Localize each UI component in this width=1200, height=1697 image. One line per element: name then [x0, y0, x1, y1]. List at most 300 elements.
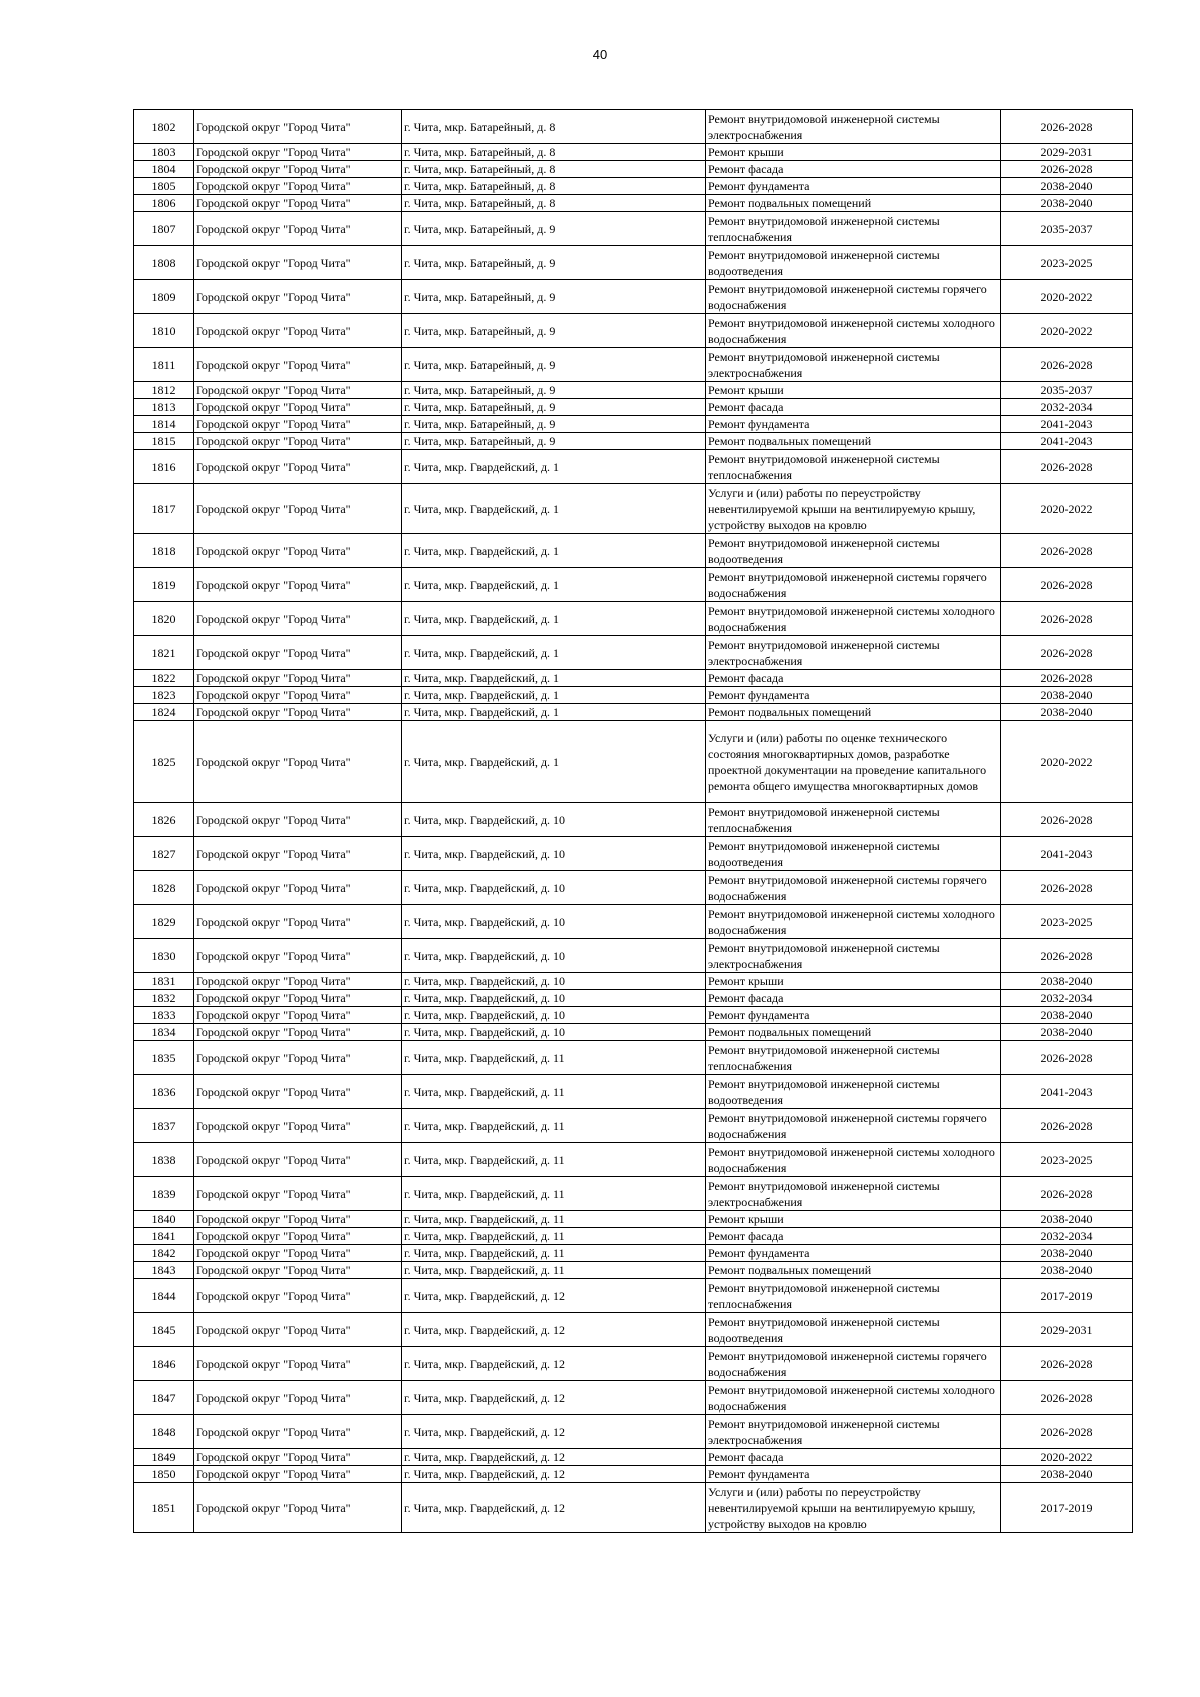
cell-period: 2038-2040 — [1001, 1007, 1133, 1024]
cell-address: г. Чита, мкр. Гвардейский, д. 12 — [402, 1313, 706, 1347]
cell-address: г. Чита, мкр. Батарейный, д. 8 — [402, 161, 706, 178]
cell-number: 1823 — [134, 687, 194, 704]
cell-municipality: Городской округ "Город Чита" — [194, 280, 402, 314]
cell-address: г. Чита, мкр. Батарейный, д. 9 — [402, 212, 706, 246]
cell-work-type: Ремонт внутридомовой инженерной системы горячего водоснабжения — [706, 280, 1001, 314]
cell-work-type: Ремонт внутридомовой инженерной системы электроснабжения — [706, 348, 1001, 382]
table-row — [134, 1415, 1133, 1449]
cell-number: 1829 — [134, 905, 194, 939]
cell-period: 2038-2040 — [1001, 1211, 1133, 1228]
cell-municipality: Городской округ "Город Чита" — [194, 1041, 402, 1075]
cell-period: 2029-2031 — [1001, 1313, 1133, 1347]
table-row — [134, 803, 1133, 837]
cell-number: 1837 — [134, 1109, 194, 1143]
table-row — [134, 399, 1133, 416]
cell-municipality: Городской округ "Город Чита" — [194, 973, 402, 990]
cell-municipality: Городской округ "Город Чита" — [194, 178, 402, 195]
table-row — [134, 837, 1133, 871]
table-row — [134, 110, 1133, 144]
table-row — [134, 990, 1133, 1007]
cell-number: 1814 — [134, 416, 194, 433]
cell-address: г. Чита, мкр. Батарейный, д. 8 — [402, 144, 706, 161]
cell-work-type: Ремонт фундамента — [706, 1245, 1001, 1262]
table-row — [134, 721, 1133, 803]
cell-address: г. Чита, мкр. Гвардейский, д. 11 — [402, 1228, 706, 1245]
cell-number: 1849 — [134, 1449, 194, 1466]
cell-address: г. Чита, мкр. Батарейный, д. 9 — [402, 246, 706, 280]
cell-period: 2035-2037 — [1001, 382, 1133, 399]
table-row — [134, 416, 1133, 433]
table-row — [134, 161, 1133, 178]
capital-repair-table — [133, 109, 1133, 1533]
cell-municipality: Городской округ "Город Чита" — [194, 1109, 402, 1143]
cell-work-type: Ремонт фасада — [706, 1228, 1001, 1245]
cell-number: 1847 — [134, 1381, 194, 1415]
table-row — [134, 195, 1133, 212]
cell-number: 1841 — [134, 1228, 194, 1245]
cell-address: г. Чита, мкр. Батарейный, д. 9 — [402, 433, 706, 450]
cell-period: 2026-2028 — [1001, 939, 1133, 973]
table-row — [134, 1466, 1133, 1483]
cell-period: 2029-2031 — [1001, 144, 1133, 161]
cell-period: 2020-2022 — [1001, 721, 1133, 803]
cell-period: 2038-2040 — [1001, 1024, 1133, 1041]
cell-address: г. Чита, мкр. Батарейный, д. 9 — [402, 348, 706, 382]
cell-number: 1834 — [134, 1024, 194, 1041]
table-row — [134, 1279, 1133, 1313]
table-row — [134, 450, 1133, 484]
cell-address: г. Чита, мкр. Гвардейский, д. 12 — [402, 1483, 706, 1533]
cell-municipality: Городской округ "Город Чита" — [194, 144, 402, 161]
cell-number: 1850 — [134, 1466, 194, 1483]
cell-number: 1827 — [134, 837, 194, 871]
cell-work-type: Ремонт подвальных помещений — [706, 704, 1001, 721]
cell-address: г. Чита, мкр. Гвардейский, д. 12 — [402, 1449, 706, 1466]
table-row — [134, 1041, 1133, 1075]
cell-address: г. Чита, мкр. Гвардейский, д. 1 — [402, 602, 706, 636]
cell-number: 1839 — [134, 1177, 194, 1211]
cell-address: г. Чита, мкр. Батарейный, д. 9 — [402, 399, 706, 416]
cell-period: 2026-2028 — [1001, 1177, 1133, 1211]
cell-number: 1844 — [134, 1279, 194, 1313]
cell-municipality: Городской округ "Город Чита" — [194, 1415, 402, 1449]
cell-work-type: Ремонт крыши — [706, 973, 1001, 990]
cell-address: г. Чита, мкр. Гвардейский, д. 10 — [402, 939, 706, 973]
cell-work-type: Ремонт внутридомовой инженерной системы холодного водоснабжения — [706, 905, 1001, 939]
cell-municipality: Городской округ "Город Чита" — [194, 1177, 402, 1211]
cell-period: 2032-2034 — [1001, 399, 1133, 416]
cell-address: г. Чита, мкр. Гвардейский, д. 12 — [402, 1347, 706, 1381]
cell-period: 2017-2019 — [1001, 1483, 1133, 1533]
table-row — [134, 939, 1133, 973]
cell-period: 2026-2028 — [1001, 534, 1133, 568]
cell-work-type: Ремонт крыши — [706, 1211, 1001, 1228]
cell-work-type: Ремонт внутридомовой инженерной системы холодного водоснабжения — [706, 1143, 1001, 1177]
cell-address: г. Чита, мкр. Гвардейский, д. 11 — [402, 1075, 706, 1109]
cell-address: г. Чита, мкр. Гвардейский, д. 10 — [402, 871, 706, 905]
table-row — [134, 534, 1133, 568]
cell-address: г. Чита, мкр. Гвардейский, д. 10 — [402, 1007, 706, 1024]
cell-number: 1819 — [134, 568, 194, 602]
cell-work-type: Ремонт фундамента — [706, 687, 1001, 704]
cell-municipality: Городской округ "Город Чита" — [194, 450, 402, 484]
cell-municipality: Городской округ "Город Чита" — [194, 1007, 402, 1024]
cell-number: 1833 — [134, 1007, 194, 1024]
cell-number: 1805 — [134, 178, 194, 195]
table-row — [134, 280, 1133, 314]
cell-period: 2023-2025 — [1001, 905, 1133, 939]
cell-municipality: Городской округ "Город Чита" — [194, 314, 402, 348]
table-row — [134, 1228, 1133, 1245]
cell-address: г. Чита, мкр. Гвардейский, д. 10 — [402, 905, 706, 939]
cell-number: 1832 — [134, 990, 194, 1007]
table-row — [134, 382, 1133, 399]
cell-work-type: Ремонт внутридомовой инженерной системы водоотведения — [706, 1313, 1001, 1347]
cell-address: г. Чита, мкр. Гвардейский, д. 1 — [402, 670, 706, 687]
cell-municipality: Городской округ "Город Чита" — [194, 905, 402, 939]
cell-number: 1803 — [134, 144, 194, 161]
cell-address: г. Чита, мкр. Гвардейский, д. 12 — [402, 1466, 706, 1483]
cell-work-type: Услуги и (или) работы по оценке технического состояния многоквартирных домов, разработке проектной документации на проведение капитального ремонта общего имущества многоквартирных домов — [706, 721, 1001, 803]
cell-municipality: Городской округ "Город Чита" — [194, 1466, 402, 1483]
cell-period: 2026-2028 — [1001, 636, 1133, 670]
cell-work-type: Ремонт внутридомовой инженерной системы теплоснабжения — [706, 1041, 1001, 1075]
cell-address: г. Чита, мкр. Гвардейский, д. 11 — [402, 1211, 706, 1228]
cell-number: 1806 — [134, 195, 194, 212]
cell-municipality: Городской округ "Город Чита" — [194, 1483, 402, 1533]
cell-address: г. Чита, мкр. Батарейный, д. 9 — [402, 382, 706, 399]
cell-address: г. Чита, мкр. Батарейный, д. 9 — [402, 314, 706, 348]
cell-period: 2032-2034 — [1001, 1228, 1133, 1245]
cell-period: 2041-2043 — [1001, 433, 1133, 450]
cell-municipality: Городской округ "Город Чита" — [194, 670, 402, 687]
table-row — [134, 1211, 1133, 1228]
cell-address: г. Чита, мкр. Гвардейский, д. 12 — [402, 1279, 706, 1313]
cell-work-type: Ремонт внутридомовой инженерной системы горячего водоснабжения — [706, 568, 1001, 602]
cell-period: 2020-2022 — [1001, 280, 1133, 314]
cell-municipality: Городской округ "Город Чита" — [194, 212, 402, 246]
cell-municipality: Городской округ "Город Чита" — [194, 636, 402, 670]
cell-number: 1821 — [134, 636, 194, 670]
cell-number: 1830 — [134, 939, 194, 973]
cell-municipality: Городской округ "Город Чита" — [194, 1381, 402, 1415]
table-row — [134, 1449, 1133, 1466]
cell-work-type: Ремонт внутридомовой инженерной системы электроснабжения — [706, 110, 1001, 144]
cell-work-type: Ремонт фундамента — [706, 1466, 1001, 1483]
table-row — [134, 602, 1133, 636]
page-number: 40 — [592, 47, 608, 62]
cell-period: 2026-2028 — [1001, 161, 1133, 178]
table-row — [134, 1262, 1133, 1279]
cell-address: г. Чита, мкр. Гвардейский, д. 1 — [402, 568, 706, 602]
cell-period: 2026-2028 — [1001, 110, 1133, 144]
cell-address: г. Чита, мкр. Батарейный, д. 8 — [402, 195, 706, 212]
table-row — [134, 348, 1133, 382]
cell-municipality: Городской округ "Город Чита" — [194, 721, 402, 803]
cell-address: г. Чита, мкр. Гвардейский, д. 10 — [402, 973, 706, 990]
cell-period: 2032-2034 — [1001, 990, 1133, 1007]
cell-period: 2017-2019 — [1001, 1279, 1133, 1313]
cell-address: г. Чита, мкр. Батарейный, д. 8 — [402, 110, 706, 144]
cell-municipality: Городской округ "Город Чита" — [194, 399, 402, 416]
cell-period: 2026-2028 — [1001, 450, 1133, 484]
cell-work-type: Ремонт подвальных помещений — [706, 1262, 1001, 1279]
cell-address: г. Чита, мкр. Гвардейский, д. 10 — [402, 803, 706, 837]
cell-work-type: Ремонт внутридомовой инженерной системы холодного водоснабжения — [706, 602, 1001, 636]
cell-number: 1822 — [134, 670, 194, 687]
cell-period: 2026-2028 — [1001, 1381, 1133, 1415]
cell-number: 1845 — [134, 1313, 194, 1347]
cell-period: 2026-2028 — [1001, 670, 1133, 687]
cell-address: г. Чита, мкр. Гвардейский, д. 1 — [402, 534, 706, 568]
cell-municipality: Городской округ "Город Чита" — [194, 534, 402, 568]
cell-number: 1809 — [134, 280, 194, 314]
cell-period: 2026-2028 — [1001, 602, 1133, 636]
cell-number: 1831 — [134, 973, 194, 990]
cell-number: 1848 — [134, 1415, 194, 1449]
cell-period: 2038-2040 — [1001, 687, 1133, 704]
cell-period: 2038-2040 — [1001, 1262, 1133, 1279]
cell-work-type: Ремонт внутридомовой инженерной системы электроснабжения — [706, 636, 1001, 670]
table-row — [134, 687, 1133, 704]
cell-municipality: Городской округ "Город Чита" — [194, 871, 402, 905]
table-row — [134, 314, 1133, 348]
cell-work-type: Ремонт крыши — [706, 144, 1001, 161]
cell-number: 1824 — [134, 704, 194, 721]
cell-number: 1820 — [134, 602, 194, 636]
cell-address: г. Чита, мкр. Гвардейский, д. 10 — [402, 837, 706, 871]
cell-municipality: Городской округ "Город Чита" — [194, 939, 402, 973]
cell-period: 2020-2022 — [1001, 314, 1133, 348]
cell-period: 2026-2028 — [1001, 1415, 1133, 1449]
cell-period: 2035-2037 — [1001, 212, 1133, 246]
cell-municipality: Городской округ "Город Чита" — [194, 1279, 402, 1313]
cell-period: 2041-2043 — [1001, 416, 1133, 433]
cell-work-type: Ремонт фасада — [706, 990, 1001, 1007]
cell-municipality: Городской округ "Город Чита" — [194, 195, 402, 212]
cell-period: 2041-2043 — [1001, 1075, 1133, 1109]
table-row — [134, 670, 1133, 687]
cell-municipality: Городской округ "Город Чита" — [194, 704, 402, 721]
cell-number: 1811 — [134, 348, 194, 382]
cell-address: г. Чита, мкр. Батарейный, д. 9 — [402, 416, 706, 433]
cell-number: 1846 — [134, 1347, 194, 1381]
cell-municipality: Городской округ "Город Чита" — [194, 990, 402, 1007]
cell-work-type: Ремонт внутридомовой инженерной системы холодного водоснабжения — [706, 1381, 1001, 1415]
cell-number: 1842 — [134, 1245, 194, 1262]
cell-work-type: Ремонт подвальных помещений — [706, 195, 1001, 212]
cell-work-type: Ремонт внутридомовой инженерной системы теплоснабжения — [706, 1279, 1001, 1313]
cell-number: 1815 — [134, 433, 194, 450]
cell-work-type: Ремонт внутридомовой инженерной системы водоотведения — [706, 246, 1001, 280]
cell-period: 2023-2025 — [1001, 246, 1133, 280]
table-row — [134, 1313, 1133, 1347]
cell-work-type: Ремонт фундамента — [706, 1007, 1001, 1024]
cell-municipality: Городской округ "Город Чита" — [194, 416, 402, 433]
cell-address: г. Чита, мкр. Гвардейский, д. 1 — [402, 484, 706, 534]
table-row — [134, 568, 1133, 602]
cell-period: 2020-2022 — [1001, 484, 1133, 534]
table-row — [134, 1177, 1133, 1211]
cell-period: 2038-2040 — [1001, 1466, 1133, 1483]
cell-work-type: Ремонт внутридомовой инженерной системы электроснабжения — [706, 939, 1001, 973]
table-row — [134, 1024, 1133, 1041]
cell-period: 2038-2040 — [1001, 704, 1133, 721]
table-row — [134, 973, 1133, 990]
cell-municipality: Городской округ "Город Чита" — [194, 1449, 402, 1466]
cell-address: г. Чита, мкр. Гвардейский, д. 11 — [402, 1177, 706, 1211]
cell-work-type: Ремонт внутридомовой инженерной системы теплоснабжения — [706, 803, 1001, 837]
cell-municipality: Городской округ "Город Чита" — [194, 161, 402, 178]
cell-period: 2026-2028 — [1001, 348, 1133, 382]
table-row — [134, 1109, 1133, 1143]
cell-municipality: Городской округ "Город Чита" — [194, 1245, 402, 1262]
cell-number: 1840 — [134, 1211, 194, 1228]
cell-period: 2026-2028 — [1001, 1109, 1133, 1143]
cell-period: 2041-2043 — [1001, 837, 1133, 871]
cell-period: 2038-2040 — [1001, 178, 1133, 195]
cell-address: г. Чита, мкр. Гвардейский, д. 12 — [402, 1415, 706, 1449]
cell-address: г. Чита, мкр. Гвардейский, д. 10 — [402, 990, 706, 1007]
cell-municipality: Городской округ "Город Чита" — [194, 568, 402, 602]
cell-number: 1807 — [134, 212, 194, 246]
cell-address: г. Чита, мкр. Гвардейский, д. 1 — [402, 687, 706, 704]
cell-work-type: Ремонт внутридомовой инженерной системы водоотведения — [706, 1075, 1001, 1109]
cell-municipality: Городской округ "Город Чита" — [194, 1211, 402, 1228]
cell-work-type: Услуги и (или) работы по переустройству невентилируемой крыши на вентилируемую крышу, устройству выходов на кровлю — [706, 484, 1001, 534]
table-row — [134, 246, 1133, 280]
table-row — [134, 704, 1133, 721]
cell-address: г. Чита, мкр. Гвардейский, д. 1 — [402, 636, 706, 670]
cell-municipality: Городской округ "Город Чита" — [194, 348, 402, 382]
cell-work-type: Ремонт внутридомовой инженерной системы холодного водоснабжения — [706, 314, 1001, 348]
table-row — [134, 636, 1133, 670]
cell-number: 1812 — [134, 382, 194, 399]
table-row — [134, 144, 1133, 161]
cell-address: г. Чита, мкр. Гвардейский, д. 12 — [402, 1381, 706, 1415]
cell-period: 2020-2022 — [1001, 1449, 1133, 1466]
cell-number: 1826 — [134, 803, 194, 837]
cell-work-type: Ремонт фундамента — [706, 178, 1001, 195]
cell-period: 2023-2025 — [1001, 1143, 1133, 1177]
cell-period: 2038-2040 — [1001, 195, 1133, 212]
cell-address: г. Чита, мкр. Гвардейский, д. 1 — [402, 450, 706, 484]
cell-number: 1804 — [134, 161, 194, 178]
cell-period: 2026-2028 — [1001, 568, 1133, 602]
cell-address: г. Чита, мкр. Гвардейский, д. 11 — [402, 1245, 706, 1262]
cell-municipality: Городской округ "Город Чита" — [194, 837, 402, 871]
table-row — [134, 1381, 1133, 1415]
cell-address: г. Чита, мкр. Гвардейский, д. 11 — [402, 1143, 706, 1177]
cell-municipality: Городской округ "Город Чита" — [194, 246, 402, 280]
cell-work-type: Ремонт внутридомовой инженерной системы горячего водоснабжения — [706, 1347, 1001, 1381]
cell-work-type: Услуги и (или) работы по переустройству невентилируемой крыши на вентилируемую крышу, устройству выходов на кровлю — [706, 1483, 1001, 1533]
cell-municipality: Городской округ "Город Чита" — [194, 1143, 402, 1177]
cell-address: г. Чита, мкр. Гвардейский, д. 11 — [402, 1262, 706, 1279]
cell-work-type: Ремонт фундамента — [706, 416, 1001, 433]
cell-number: 1817 — [134, 484, 194, 534]
cell-address: г. Чита, мкр. Батарейный, д. 8 — [402, 178, 706, 195]
cell-period: 2026-2028 — [1001, 871, 1133, 905]
cell-period: 2026-2028 — [1001, 803, 1133, 837]
cell-municipality: Городской округ "Город Чита" — [194, 382, 402, 399]
cell-municipality: Городской округ "Город Чита" — [194, 1228, 402, 1245]
cell-number: 1802 — [134, 110, 194, 144]
cell-work-type: Ремонт подвальных помещений — [706, 433, 1001, 450]
table-body — [134, 110, 1133, 1533]
cell-work-type: Ремонт внутридомовой инженерной системы теплоснабжения — [706, 450, 1001, 484]
cell-work-type: Ремонт фасада — [706, 1449, 1001, 1466]
cell-number: 1813 — [134, 399, 194, 416]
cell-municipality: Городской округ "Город Чита" — [194, 110, 402, 144]
cell-work-type: Ремонт фасада — [706, 670, 1001, 687]
cell-municipality: Городской округ "Город Чита" — [194, 1313, 402, 1347]
cell-work-type: Ремонт внутридомовой инженерной системы горячего водоснабжения — [706, 1109, 1001, 1143]
cell-municipality: Городской округ "Город Чита" — [194, 803, 402, 837]
table-row — [134, 905, 1133, 939]
cell-address: г. Чита, мкр. Гвардейский, д. 11 — [402, 1109, 706, 1143]
cell-address: г. Чита, мкр. Гвардейский, д. 1 — [402, 704, 706, 721]
table-row — [134, 433, 1133, 450]
cell-number: 1836 — [134, 1075, 194, 1109]
cell-municipality: Городской округ "Город Чита" — [194, 1075, 402, 1109]
table-row — [134, 178, 1133, 195]
table-row — [134, 1007, 1133, 1024]
cell-work-type: Ремонт крыши — [706, 382, 1001, 399]
cell-number: 1843 — [134, 1262, 194, 1279]
table-row — [134, 1075, 1133, 1109]
cell-number: 1825 — [134, 721, 194, 803]
cell-number: 1835 — [134, 1041, 194, 1075]
cell-address: г. Чита, мкр. Гвардейский, д. 11 — [402, 1041, 706, 1075]
cell-municipality: Городской округ "Город Чита" — [194, 1262, 402, 1279]
cell-address: г. Чита, мкр. Гвардейский, д. 10 — [402, 1024, 706, 1041]
table-row — [134, 871, 1133, 905]
cell-municipality: Городской округ "Город Чита" — [194, 433, 402, 450]
table-row — [134, 212, 1133, 246]
cell-municipality: Городской округ "Город Чита" — [194, 602, 402, 636]
cell-work-type: Ремонт внутридомовой инженерной системы электроснабжения — [706, 1415, 1001, 1449]
cell-period: 2026-2028 — [1001, 1041, 1133, 1075]
table-row — [134, 1483, 1133, 1533]
table-row — [134, 484, 1133, 534]
cell-work-type: Ремонт внутридомовой инженерной системы теплоснабжения — [706, 212, 1001, 246]
cell-work-type: Ремонт подвальных помещений — [706, 1024, 1001, 1041]
cell-number: 1816 — [134, 450, 194, 484]
cell-work-type: Ремонт внутридомовой инженерной системы водоотведения — [706, 534, 1001, 568]
cell-work-type: Ремонт фасада — [706, 399, 1001, 416]
cell-municipality: Городской округ "Город Чита" — [194, 1024, 402, 1041]
cell-municipality: Городской округ "Город Чита" — [194, 1347, 402, 1381]
cell-work-type: Ремонт внутридомовой инженерной системы электроснабжения — [706, 1177, 1001, 1211]
table-row — [134, 1347, 1133, 1381]
cell-municipality: Городской округ "Город Чита" — [194, 484, 402, 534]
cell-period: 2038-2040 — [1001, 1245, 1133, 1262]
cell-work-type: Ремонт фасада — [706, 161, 1001, 178]
cell-number: 1838 — [134, 1143, 194, 1177]
cell-number: 1828 — [134, 871, 194, 905]
cell-address: г. Чита, мкр. Батарейный, д. 9 — [402, 280, 706, 314]
cell-work-type: Ремонт внутридомовой инженерной системы водоотведения — [706, 837, 1001, 871]
table-row — [134, 1143, 1133, 1177]
cell-work-type: Ремонт внутридомовой инженерной системы горячего водоснабжения — [706, 871, 1001, 905]
cell-period: 2026-2028 — [1001, 1347, 1133, 1381]
cell-number: 1851 — [134, 1483, 194, 1533]
cell-period: 2038-2040 — [1001, 973, 1133, 990]
cell-number: 1818 — [134, 534, 194, 568]
table-row — [134, 1245, 1133, 1262]
cell-number: 1808 — [134, 246, 194, 280]
